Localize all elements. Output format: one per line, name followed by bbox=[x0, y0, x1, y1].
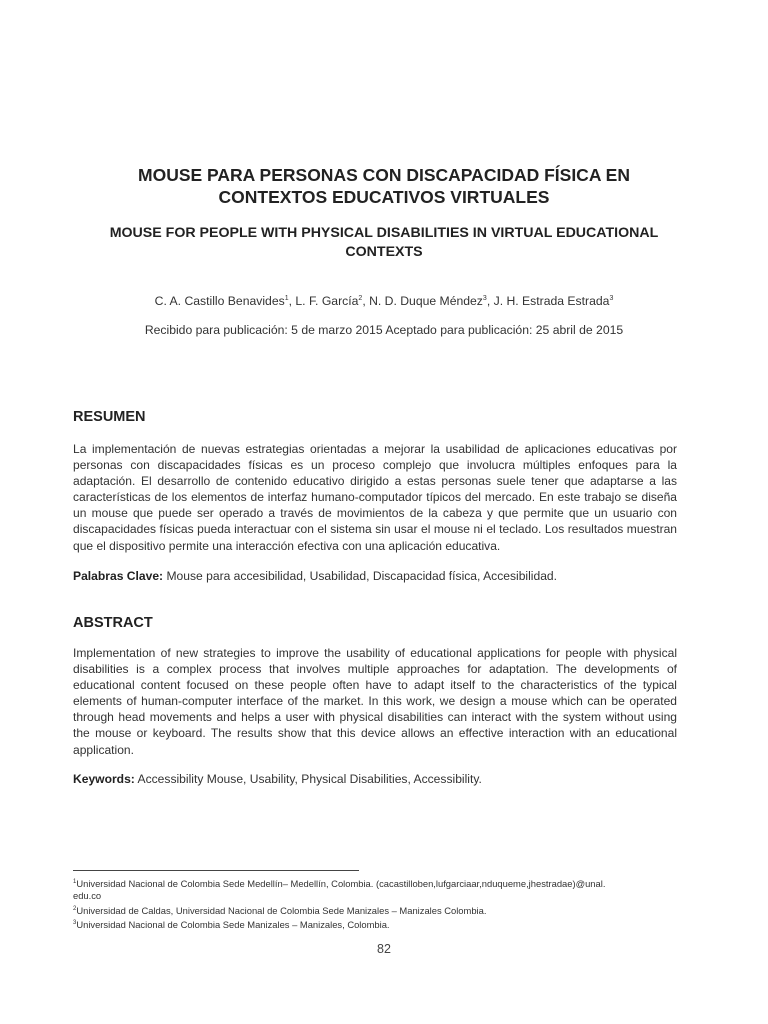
author-affiliation-mark: 1 bbox=[284, 295, 289, 302]
footnote-3 bbox=[73, 917, 693, 931]
keywords-spanish bbox=[73, 568, 677, 584]
footnote-mark: 3 bbox=[73, 920, 77, 927]
footnote-mark: 1 bbox=[73, 879, 77, 885]
footnote-text: Universidad Nacional de Colombia Sede Medellín– Medellín, Colombia. (cacastilloben,lufgarciaar,nduqueme,jhestradae)@unal. bbox=[76, 878, 606, 890]
publication-dates: Recibido para publicación: 5 de marzo 2015 Aceptado para publicación: 25 abril de 2015 bbox=[144, 323, 624, 337]
author-name: N. D. Duque Méndez bbox=[369, 294, 483, 309]
resumen-heading: RESUMEN bbox=[73, 409, 146, 425]
footnote-divider bbox=[73, 870, 359, 871]
footnote-mark: 2 bbox=[73, 905, 77, 912]
title-english-line-2: CONTEXTS bbox=[345, 244, 423, 260]
title-english-line-1: MOUSE FOR PEOPLE WITH PHYSICAL DISABILITIES IN VIRTUAL EDUCATIONAL bbox=[109, 225, 659, 241]
author-affiliation-mark: 2 bbox=[358, 295, 363, 302]
author-affiliation-mark: 3 bbox=[609, 295, 614, 302]
author-separator: , bbox=[486, 294, 494, 309]
title-spanish-line-2: CONTEXTOS EDUCATIVOS VIRTUALES bbox=[218, 187, 550, 207]
abstract-heading: ABSTRACT bbox=[73, 615, 153, 631]
author-separator: , bbox=[362, 294, 370, 309]
footnote-text: Universidad de Caldas, Universidad Nacional de Colombia Sede Manizales – Manizales Colombia. bbox=[76, 904, 487, 916]
keywords-english-list: Accessibility Mouse, Usability, Physical Disabilities, Accessibility. bbox=[134, 772, 482, 786]
author-name: C. A. Castillo Benavides bbox=[154, 294, 285, 309]
resumen-paragraph: La implementación de nuevas estrategias orientadas a mejorar la usabilidad de aplicaciones educativas por personas con discapacidades físicas es un proceso complejo que involucra múltiples enfoques para la adaptación. El desarrollo de contenido educativo dirigido a estas personas suele tener que adaptarse a las características de los elementos de interfaz humano-computador típicos del mercado. En este trabajo se diseña un mouse que puede ser operado a través de movimientos de la cabeza y que permite que un usuario con discapacidades físicas pueda interactuar con el sistema sin usar el mouse ni el teclado. Los resultados muestran que el dispositivo permite una interacción efectiva con una aplicación educativa. bbox=[73, 442, 677, 553]
footnote-text: Universidad Nacional de Colombia Sede Manizales – Manizales, Colombia. bbox=[76, 919, 390, 931]
footnote-2 bbox=[73, 903, 693, 917]
keywords-english bbox=[73, 771, 677, 787]
author-affiliation-mark: 3 bbox=[482, 295, 487, 302]
keywords-english-label: Keywords: bbox=[73, 772, 135, 786]
title-english bbox=[60, 224, 708, 262]
keywords-spanish-label: Palabras Clave: bbox=[73, 569, 164, 583]
author-separator: , bbox=[288, 294, 296, 309]
abstract-paragraph: Implementation of new strategies to improve the usability of educational applications for people with physical disabilities is a complex process that involves multiple approaches for adaptation. The developments of educational content focused on these people often have to adapt itself to the characteristics of the typical elements of human-computer interface of the market. In this work, we design a mouse which can be operated through head movements and helps a user with physical disabilities can interact with the system without using the mouse or keyboard. The results show that this device allows an effective interaction with an educational application. bbox=[73, 646, 677, 757]
author-name: L. F. García bbox=[295, 294, 359, 309]
footnotes bbox=[73, 876, 693, 932]
footnote-1-continuation: edu.co bbox=[73, 890, 102, 902]
author-name: J. H. Estrada Estrada bbox=[493, 294, 610, 309]
title-spanish-line-1: MOUSE PARA PERSONAS CON DISCAPACIDAD FÍSICA EN bbox=[138, 165, 630, 185]
authors-line bbox=[60, 291, 708, 309]
keywords-spanish-list: Mouse para accesibilidad, Usabilidad, Discapacidad física, Accesibilidad. bbox=[163, 569, 558, 583]
footnote-1 bbox=[73, 876, 693, 890]
title-spanish bbox=[60, 164, 708, 208]
page-number: 82 bbox=[377, 942, 391, 956]
